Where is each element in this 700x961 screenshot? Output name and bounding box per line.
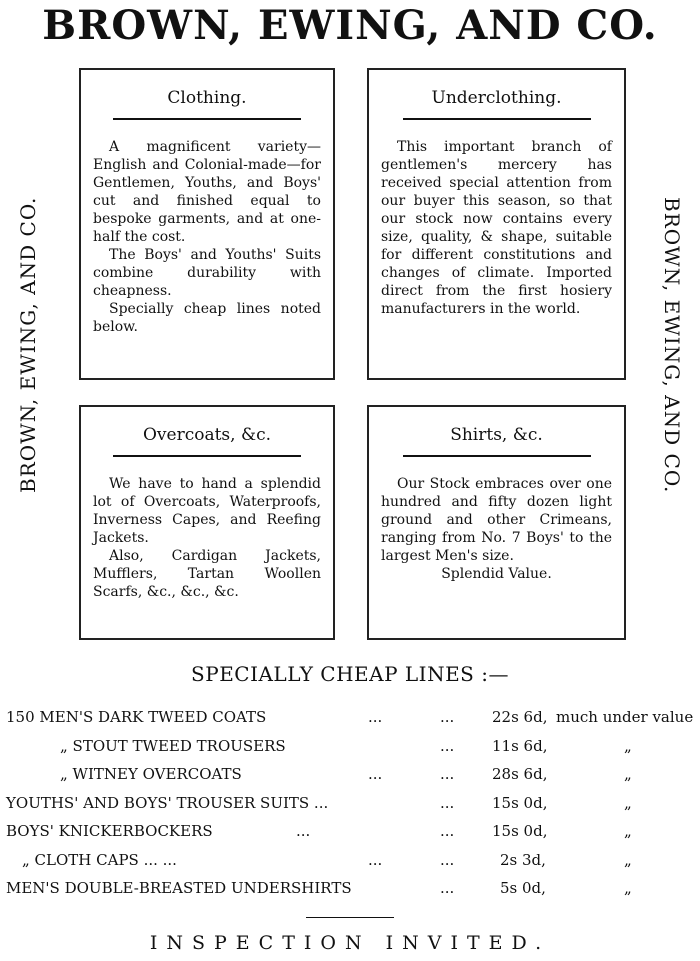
box-overcoats	[79, 405, 335, 640]
leader-dots: ...	[440, 708, 455, 726]
box-clothing	[79, 68, 335, 380]
divider	[306, 917, 394, 918]
item-note: „	[624, 736, 632, 755]
item-price: 22s 6d,	[492, 708, 548, 726]
price-row	[0, 849, 700, 878]
leader-dots: ...	[440, 822, 455, 840]
page-title: BROWN, EWING, AND CO.	[42, 2, 658, 49]
divider	[113, 118, 301, 120]
item-note: „	[624, 879, 632, 897]
footer-text: INSPECTION INVITED.	[149, 932, 551, 954]
divider	[403, 455, 591, 457]
item-name: 150 MEN'S DARK TWEED COATS	[6, 708, 267, 726]
box-shirts	[367, 405, 626, 640]
box-paragraph: Specially cheap lines noted below.	[93, 301, 321, 335]
item-name: BOYS' KNICKERBOCKERS	[6, 822, 213, 840]
leader-dots: ...	[440, 879, 455, 897]
box-paragraph: Our Stock embraces over one hundred and fifty dozen light ground and other Crimeans, ranging from No. 7 Boys' to the largest Men's size.	[381, 476, 612, 564]
box-paragraph: Splendid Value.	[441, 566, 552, 582]
leader-dots: ...	[440, 765, 455, 783]
box-paragraph: The Boys' and Youths' Suits combine durability with cheapness.	[93, 247, 321, 299]
leader-dots: ...	[368, 708, 383, 726]
price-row	[0, 763, 700, 792]
item-price: 2s 3d,	[500, 850, 546, 869]
box-paragraph: A magnificent variety—English and Colonial-made—for Gentlemen, Youths, and Boys' cut and finished equal to bespoke garments, and at one-half the cost.	[93, 139, 321, 245]
divider	[403, 118, 591, 120]
divider	[113, 455, 301, 457]
leader-dots: ...	[368, 850, 383, 869]
item-price: 15s 0d,	[492, 793, 548, 812]
price-row	[0, 735, 700, 764]
item-note: „	[624, 793, 632, 812]
box-underclothing	[367, 68, 626, 380]
lines-heading: SPECIALLY CHEAP LINES :—	[191, 662, 509, 686]
item-price: 28s 6d,	[492, 765, 548, 783]
leader-dots: ...	[296, 822, 311, 840]
side-text-left: BROWN, EWING, AND CO.	[16, 196, 40, 494]
box-heading: Clothing.	[167, 88, 247, 108]
price-row	[0, 877, 700, 906]
leader-dots: ...	[368, 765, 383, 783]
box-paragraph: Also, Cardigan Jackets, Mufflers, Tartan Woollen Scarfs, &c., &c., &c.	[93, 548, 321, 600]
item-name: MEN'S DOUBLE-BREASTED UNDERSHIRTS	[6, 879, 352, 897]
item-name: „ WITNEY OVERCOATS	[60, 765, 242, 783]
side-text-right: BROWN, EWING, AND CO.	[660, 196, 684, 494]
box-heading: Underclothing.	[431, 88, 562, 108]
item-note: much under value	[556, 708, 694, 726]
price-row	[0, 792, 700, 821]
price-row	[0, 706, 700, 735]
leader-dots: ...	[440, 793, 455, 812]
price-row	[0, 820, 700, 849]
leader-dots: ...	[440, 736, 455, 755]
item-note: „	[624, 822, 632, 840]
item-name: „ STOUT TWEED TROUSERS	[60, 736, 286, 755]
box-heading: Overcoats, &c.	[142, 425, 272, 445]
box-paragraph: This important branch of gentlemen's mercery has received special attention from our buyer this season, so that our stock now contains every size, quality, & shape, suitable for different constitutions and changes of climate. Imported direct from the first hosiery manufacturers in the world.	[381, 139, 612, 317]
item-price: 15s 0d,	[492, 822, 548, 840]
item-price: 11s 6d,	[492, 736, 548, 755]
price-list	[0, 706, 700, 906]
item-name: YOUTHS' AND BOYS' TROUSER SUITS ...	[6, 793, 329, 812]
item-price: 5s 0d,	[500, 879, 546, 897]
box-paragraph: We have to hand a splendid lot of Overcoats, Waterproofs, Inverness Capes, and Reefing Jackets.	[93, 476, 321, 546]
box-heading: Shirts, &c.	[450, 425, 543, 445]
item-name: „ CLOTH CAPS ... ...	[22, 850, 177, 869]
item-note: „	[624, 765, 632, 783]
item-note: „	[624, 850, 632, 869]
leader-dots: ...	[440, 850, 455, 869]
